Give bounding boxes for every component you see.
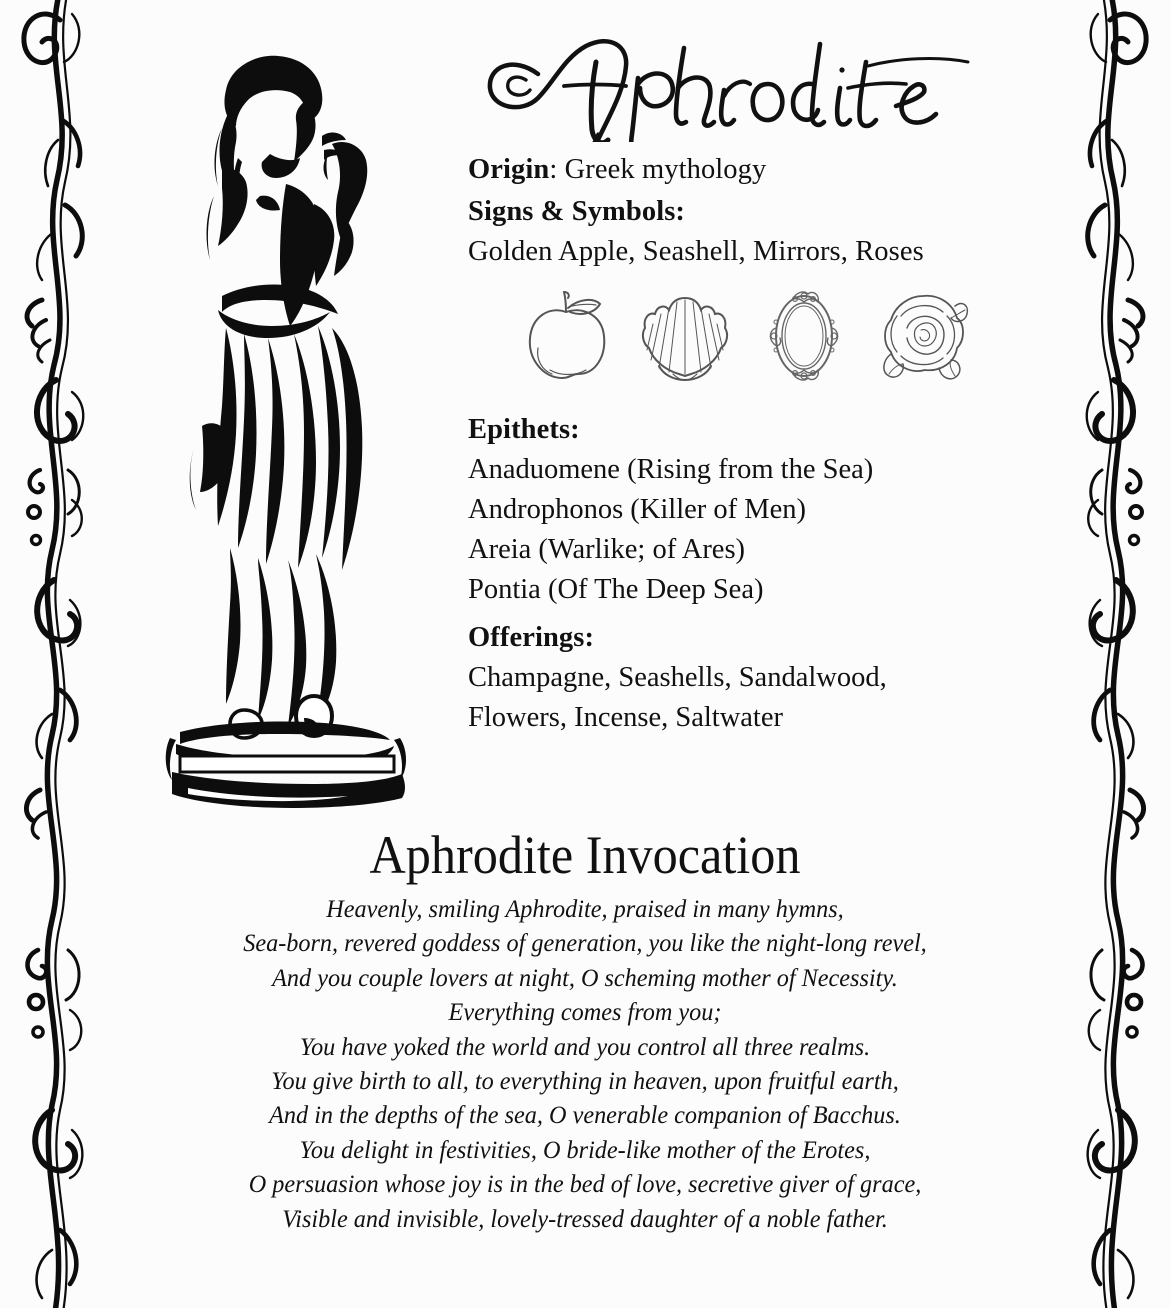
deity-info-column — [468, 22, 1048, 740]
symbol-icons-row — [520, 282, 1048, 386]
poem-line: Heavenly, smiling Aphrodite, praised in many hymns, — [326, 894, 844, 923]
poem-line: Sea-born, revered goddess of generation, you like the night-long revel, — [243, 928, 927, 958]
offerings-label: Offerings: — [468, 622, 595, 653]
origin-value: Greek mythology — [564, 154, 767, 185]
poem-line: Everything comes from you; — [448, 997, 722, 1027]
poem-line: You have yoked the world and you control all three realms. — [299, 1031, 871, 1061]
signs-and-symbols-field — [468, 192, 1048, 272]
origin-field — [468, 150, 1048, 190]
epithet-item: Areia (Warlike; of Ares) — [468, 534, 746, 565]
offerings-line: Flowers, Incense, Saltwater — [468, 702, 783, 733]
seashell-icon — [639, 286, 731, 386]
rose-icon — [877, 286, 969, 386]
aphrodite-statue-illustration — [118, 28, 428, 818]
invocation-section — [95, 824, 1075, 1236]
origin-label: Origin — [468, 154, 550, 185]
right-decorative-border — [1068, 0, 1168, 1308]
mirror-icon — [758, 286, 850, 386]
invocation-heading: Aphrodite Invocation — [369, 825, 801, 885]
epithets-field — [468, 410, 1048, 610]
invocation-poem — [120, 892, 1051, 1236]
epithet-item: Pontia (Of The Deep Sea) — [468, 574, 764, 605]
poem-line: Visible and invisible, lovely-tressed daughter of a noble father. — [282, 1203, 888, 1233]
signs-label: Signs & Symbols: — [468, 196, 685, 227]
poem-line: You give birth to all, to everything in heaven, upon fruitful earth, — [271, 1066, 899, 1096]
poem-line: You delight in festivities, O bride-like mother of the Erotes, — [299, 1134, 871, 1164]
left-decorative-border — [2, 0, 102, 1308]
poem-line: And in the depths of the sea, O venerable companion of Bacchus. — [269, 1100, 901, 1130]
epithet-item: Anaduomene (Rising from the Sea) — [468, 454, 874, 485]
poem-line: O persuasion whose joy is in the bed of love, secretive giver of grace, — [248, 1169, 922, 1199]
epithet-item: Androphonos (Killer of Men) — [468, 494, 806, 525]
epithets-label: Epithets: — [468, 414, 580, 445]
offerings-field — [468, 618, 1048, 738]
offerings-line: Champagne, Seashells, Sandalwood, — [468, 662, 887, 693]
page-title — [468, 22, 1048, 142]
signs-value: Golden Apple, Seashell, Mirrors, Roses — [468, 236, 924, 267]
origin-separator: : — [549, 154, 565, 185]
golden-apple-icon — [520, 286, 612, 386]
poem-line: And you couple lovers at night, O scheming mother of Necessity. — [272, 962, 898, 992]
